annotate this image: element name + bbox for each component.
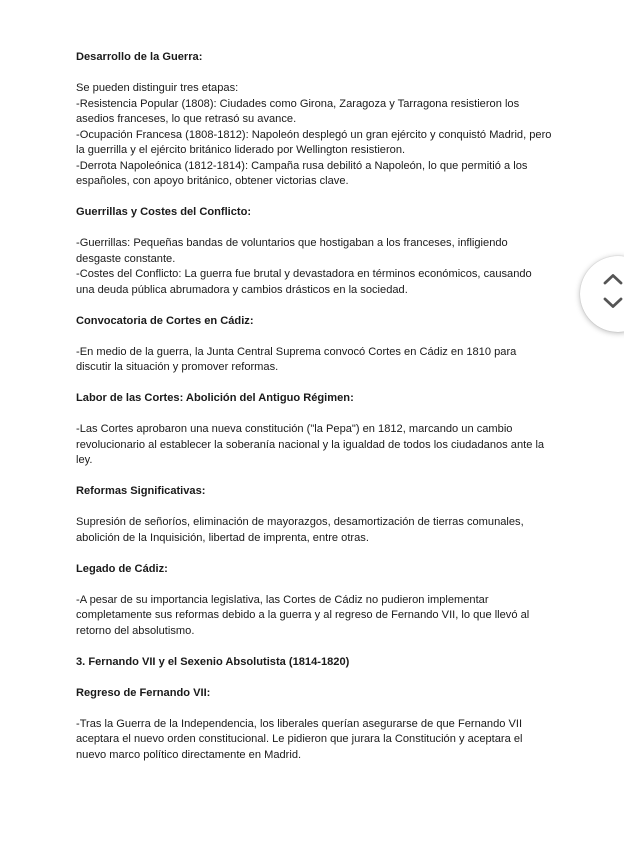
paragraph: -Tras la Guerra de la Independencia, los liberales querían asegurarse de que Fernando VII aceptara el nuevo orden constitucional. Le pidieron que jurara la Constitución y aceptara el nuevo marco político directamente en Madrid. [76, 717, 523, 761]
paragraph: -Las Cortes aprobaron una nueva constitución ("la Pepa") en 1812, marcando un cambio revolucionario al establecer la soberanía nacional y la igualdad de todos los ciudadanos ante la ley. [76, 423, 545, 466]
paragraph: Se pueden distinguir tres etapas: [76, 82, 239, 94]
chevron-down-icon [603, 297, 623, 309]
section-heading: Legado de Cádiz: [76, 562, 168, 575]
chevron-up-icon [603, 273, 623, 285]
section-heading: Guerrillas y Costes del Conflicto: [76, 206, 252, 218]
section-heading: Labor de las Cortes: Abolición del Antiguo Régimen: [76, 392, 354, 404]
paragraph: -Derrota Napoleónica (1812-1814): Campaña rusa debilitó a Napoleón, lo que permitió a los españoles, con apoyo británico, obtener victorias clave. [76, 159, 528, 187]
paragraph: Supresión de señoríos, eliminación de mayorazgos, desamortización de tierras comunales, abolición de la Inquisición, libertad de imprenta, entre otras. [76, 516, 524, 544]
paragraph: -Resistencia Popular (1808): Ciudades como Girona, Zaragoza y Tarragona resistieron los asedios franceses, lo que retrasó su avance. [76, 97, 520, 125]
paragraph: -A pesar de su importancia legislativa, las Cortes de Cádiz no pudieron implementar completamente sus reformas debido a la guerra y al regreso de Fernando VII, lo que llevó al retorno del absolutismo. [76, 593, 530, 637]
scroll-down-button[interactable] [600, 294, 624, 312]
scroll-up-button[interactable] [600, 270, 624, 288]
paragraph: -Guerrillas: Pequeñas bandas de voluntarios que hostigaban a los franceses, infligiendo desgaste constante. [76, 237, 508, 265]
section-heading: Convocatoria de Cortes en Cádiz: [76, 314, 254, 327]
paragraph: -Costes del Conflicto: La guerra fue brutal y devastadora en términos económicos, causando una deuda pública abrumadora y cambios drásticos en la sociedad. [76, 268, 532, 296]
paragraph: -En medio de la guerra, la Junta Central Suprema convocó Cortes en Cádiz en 1810 para discutir la situación y promover reformas. [76, 345, 517, 373]
section-heading: Reformas Significativas: [76, 485, 206, 497]
document-body [76, 50, 552, 763]
paragraph: -Ocupación Francesa (1808-1812): Napoleón desplegó un gran ejército y conquistó Madrid, pero la guerrilla y el ejército británico liderado por Wellington resistieron. [76, 128, 552, 156]
section-heading: Desarrollo de la Guerra: [76, 51, 203, 63]
chapter-heading: 3. Fernando VII y el Sexenio Absolutista (1814-1820) [76, 655, 350, 668]
scroll-control [580, 256, 624, 332]
section-heading: Regreso de Fernando VII: [76, 686, 211, 699]
